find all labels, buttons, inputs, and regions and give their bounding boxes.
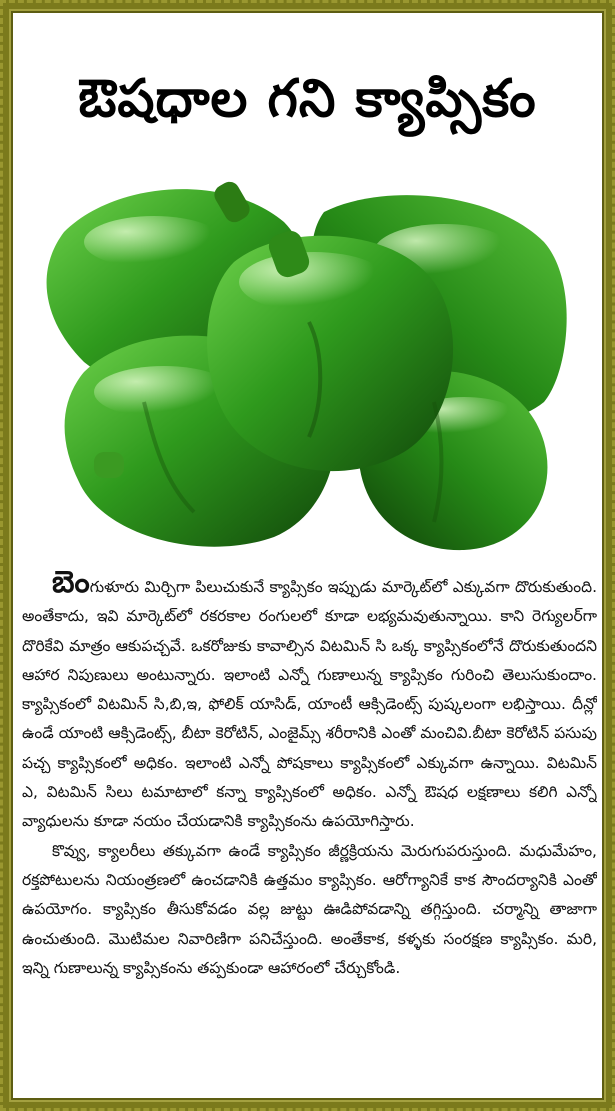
paragraph-1-text: గుళూరు మిర్చిగా పిలుచుకునే క్యాప్సికం ఇప్పుడు మార్కెట్‌లో ఎక్కువగా దొరుకుతుంది. అంతేకాదు, ఇవి మార్కెట్‌లో రకరకాల రంగులలో కూడా లభ్యమవుతున్నాయి. కాని రెగ్యులర్‌గా దొరికేవి మాత్రం ఆకుపచ్చవే. ఒకరోజుకు కావాల్సిన విటమిన్ సి ఒక్క క్యాప్సికంలోనే దొరుకుతుందని ఆహార నిపుణులు అంటున్నారు. ఇలాంటి ఎన్నో గుణాలున్న క్యాప్సికం గురించి తెలుసుకుందాం. క్యాప్సికంలో విటమిన్ సి,బి,ఇ, ఫోలిక్ యాసిడ్, యాంటీ ఆక్సిడెంట్స్ పుష్కలంగా లభిస్తాయి. దీన్లో ఉండే యాంటి ఆక్సిడెంట్స్, బీటా కెరోటిన్, ఎంజైమ్స్ శరీరానికి ఎంతో మంచివి.బీటా కెరోటిన్ పసుపు పచ్చ క్యాప్సికంలో అధికం. ఇలాంటి ఎన్నో పోషకాలు క్యాప్సికంలో ఎక్కువగా ఉన్నాయి. విటమిన్ ఎ, విటమిన్ సిలు టమాటాలో కన్నా క్యాప్సికంలో అధికం. ఎన్నో ఔషధ లక్షణాలు కలిగి ఎన్నో వ్యాధులను కూడా నయం చేయడానికి క్యాప్సికంను ఉపయోగిస్తారు. — [22, 578, 597, 831]
drop-cap: బెం — [52, 568, 90, 600]
article-paragraph-2: కొవ్వు, క్యాలరీలు తక్కువగా ఉండే క్యాప్సికం జీర్ణక్రియను మెరుగుపరుస్తుంది. మధుమేహం, రక్తపోటులను నియంత్రణలో ఉంచడానికి ఉత్తమం క్యాప్సికం. ఆరోగ్యానికే కాక సౌందర్యానికి ఎంతో ఉపయోగం. క్యాప్సికం తీసుకోవడం వల్ల జుట్టు ఊడిపోవడాన్ని తగ్గిస్తుంది. చర్మాన్ని తాజాగా ఉంచుతుంది. మొటిమల నివారిణిగా పనిచేస్తుంది. అంతేకాక, కళ్ళకు సంరక్షణ క్యాప్సికం. మరి, ఇన్ని గుణాలున్న క్యాప్సికంను తప్పకుండా ఆహారంలో చేర్చుకోండి. — [22, 841, 597, 977]
green-capsicum-icon — [24, 152, 584, 552]
article-paragraph-1 — [22, 568, 597, 837]
article-title: ఔషధాల గని క్యాప్సికం — [78, 68, 537, 129]
article-body — [22, 568, 597, 1098]
